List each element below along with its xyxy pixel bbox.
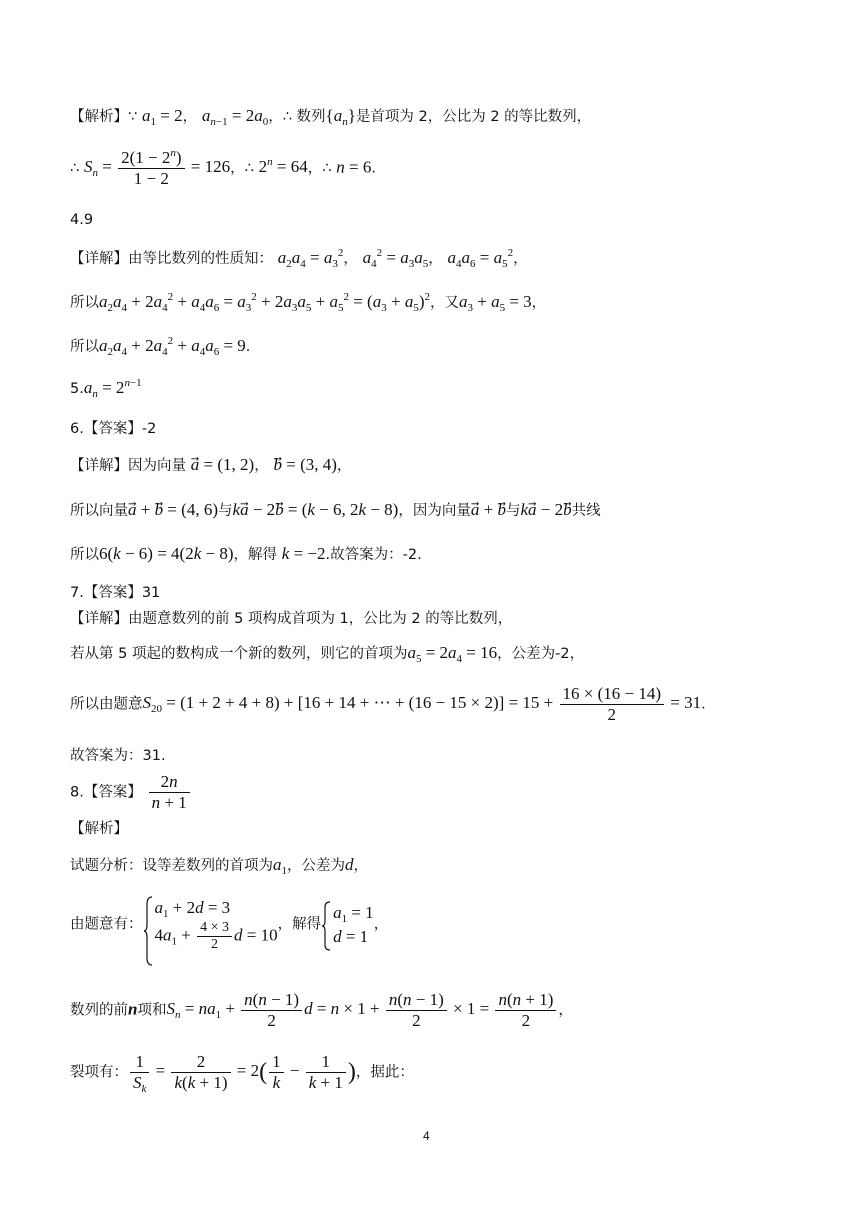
page-number: 4: [423, 1129, 430, 1143]
q3-analysis-line-2: ∴ $S_n$ = $\frac{2(1 - 2^n)}{1 - 2}$ = 126，∴ $2^n = 64$，∴ n = 6.: [70, 147, 376, 188]
q8-line-4: 裂项有： $\frac{1}{S_k}$ = $\frac{2}{k(k + 1)}$ = 2( $\frac{1}{k}$ − $\frac{1}{k + 1}$ )，据此：: [70, 1052, 414, 1095]
formula: $a_1$: [273, 855, 287, 877]
formula: $a_n = 2^{n-1}$: [83, 377, 142, 400]
q3-analysis-line-1: 【解析】∵ $a_1 = 2$， $a_{n-1} = 2a_0$，∴ 数列$\{a_n\}$是首项为 2，公比为 2 的等比数列，: [70, 106, 592, 128]
left-brace: [321, 901, 331, 951]
q4-detail-line-1: 【详解】由等比数列的性质知： $a_2a_4 = a_3^2$， $a_4^2 = a_3a_5$， $a_4a_6 = a_5^2$，: [70, 247, 528, 270]
formula: $a_4^2 = a_3a_5$: [362, 247, 429, 270]
q5-answer: $5.a_n = 2^{n-1}$: [70, 377, 142, 400]
formula: $2^n = 64$: [258, 156, 308, 177]
formula: n = 6: [336, 157, 372, 177]
formula: $a_2a_4 = a_3^2$: [277, 247, 344, 270]
q7-conclusion: 故答案为：31.: [70, 748, 166, 764]
equation-system: $a_1 + 2d = 3$ $4a_1$ + $\frac{4 \times 3}{2}$ d = 10: [143, 896, 278, 953]
q8-analysis-label: 【解析】: [70, 821, 128, 837]
q8-line-1: 试题分析：设等差数列的首项为$a_1$，公差为d，: [70, 855, 368, 877]
formula: a⃗ + b: [470, 500, 506, 519]
q4-detail-line-3: 所以$a_2a_4 + 2a_4^2 + a_4a_6 = 9$.: [70, 335, 251, 358]
formula: $a_2a_4 + 2a_4^2 + a_4a_6 = a_3^2 + 2a_3a_5 + a_5^2 = (a_3 + a_5)^2$: [99, 291, 430, 314]
detail-label: 【详解】: [70, 251, 128, 267]
q8-heading: 8.【答案】 $\frac{2n}{n + 1}$: [70, 772, 192, 816]
formula: $a_1 = 2$: [142, 106, 183, 128]
q6-detail-line-3: 所以6(k − 6) = 4(2k − 8)，解得 k = −2.故答案为：-2.: [70, 544, 422, 563]
detail-label: 【详解】: [70, 458, 128, 474]
detail-label: 【详解】: [70, 611, 128, 627]
formula: b⃗ = (3, 4): [273, 455, 337, 474]
formula: $a_5 = 2a_4 = 16$: [407, 643, 498, 665]
formula: k = −2: [281, 544, 326, 563]
formula: a⃗ = (1, 2): [190, 455, 255, 474]
formula: $S_n = na_1$ + $\frac{n(n - 1)}{2}$ d = n × 1 + $\frac{n(n - 1)}{2}$ × 1 = $\frac{n(n + 1)}{2}$: [166, 999, 558, 1018]
q4-detail-line-2: 所以$a_2a_4 + 2a_4^2 + a_4a_6 = a_3^2 + 2a_3a_5 + a_5^2 = (a_3 + a_5)^2$，又$a_3 + a_5 = 3$，: [70, 291, 547, 314]
q4-heading: 4.9: [70, 212, 94, 228]
q6-heading: 6.【答案】-2: [70, 421, 157, 437]
q7-detail-line-2: 若从第 5 项起的数构成一个新的数列，则它的首项为$a_5 = 2a_4 = 16$，公差为-2，: [70, 643, 585, 665]
formula: $\frac{1}{S_k}$ = $\frac{2}{k(k + 1)}$ = 2( $\frac{1}{k}$ − $\frac{1}{k + 1}$ ): [128, 1061, 356, 1080]
formula: $S_n$ = $\frac{2(1 - 2^n)}{1 - 2}$ = 126: [84, 147, 231, 188]
formula: $a_3 + a_5 = 3$: [458, 292, 532, 314]
q6-detail-line-1: 【详解】因为向量 a⃗ = (1, 2)， b⃗ = (3, 4)，: [70, 455, 352, 474]
formula: $\{a_n\}$: [325, 106, 356, 128]
formula: $a_2a_4 + 2a_4^2 + a_4a_6 = 9$: [99, 335, 246, 358]
formula: ka⃗ − 2b⃗ = (k − 6, 2k − 8): [232, 500, 399, 519]
q7-detail-line-3: 所以由题意$S_{20} = (1 + 2 + 4 + 8) + [16 + 14$ + ⋯ + (16 − 15 × 2)] = 15 + $\frac{16 \times (16 - 14)}{2}$ = 31.: [70, 684, 706, 724]
analysis-label: 【解析】: [70, 109, 128, 125]
q8-line-3: 数列的前n项和$S_n = na_1$ + $\frac{n(n - 1)}{2}$ d = n × 1 + $\frac{n(n - 1)}{2}$ × 1 = $\frac{n(n + 1)}{2}$ ，: [70, 990, 573, 1030]
q7-detail-line-1: 【详解】由题意数列的前 5 项构成首项为 1，公比为 2 的等比数列，: [70, 611, 513, 627]
formula: $a_{n-1} = 2a_0$: [201, 106, 269, 128]
solution-system: $a_1 = 1$ d = 1: [321, 901, 374, 949]
formula: $a_4a_6 = a_5^2$: [447, 247, 514, 270]
formula: 6(k − 6) = 4(2k − 8): [99, 544, 234, 563]
formula: ka⃗ − 2b: [520, 500, 572, 519]
q7-heading: 7.【答案】31: [70, 585, 161, 601]
formula: a⃗ + b⃗ = (4, 6): [128, 500, 219, 519]
q8-line-2: 由题意有： $a_1 + 2d = 3$ $4a_1$ + $\frac{4 \times 3}{2}$ d = 10 ，解得 $a_1 = 1$ d = 1 ，: [70, 896, 388, 970]
formula: n: [128, 999, 138, 1019]
formula: $\frac{2n}{n + 1}$: [147, 781, 192, 800]
q6-detail-line-2: 所以向量a⃗ + b⃗ = (4, 6)与ka⃗ − 2b⃗ = (k − 6, 2k − 8)，因为向量a⃗ + b与ka⃗ − 2b共线: [70, 500, 601, 519]
formula: d: [345, 855, 354, 874]
formula: $S_{20} = (1 + 2 + 4 + 8) + [16 + 14$ + ⋯ + (16 − 15 × 2)] = 15 + $\frac{16 \times (16 - 14)}{2}$ = 31: [142, 684, 702, 724]
left-brace: [143, 896, 153, 966]
